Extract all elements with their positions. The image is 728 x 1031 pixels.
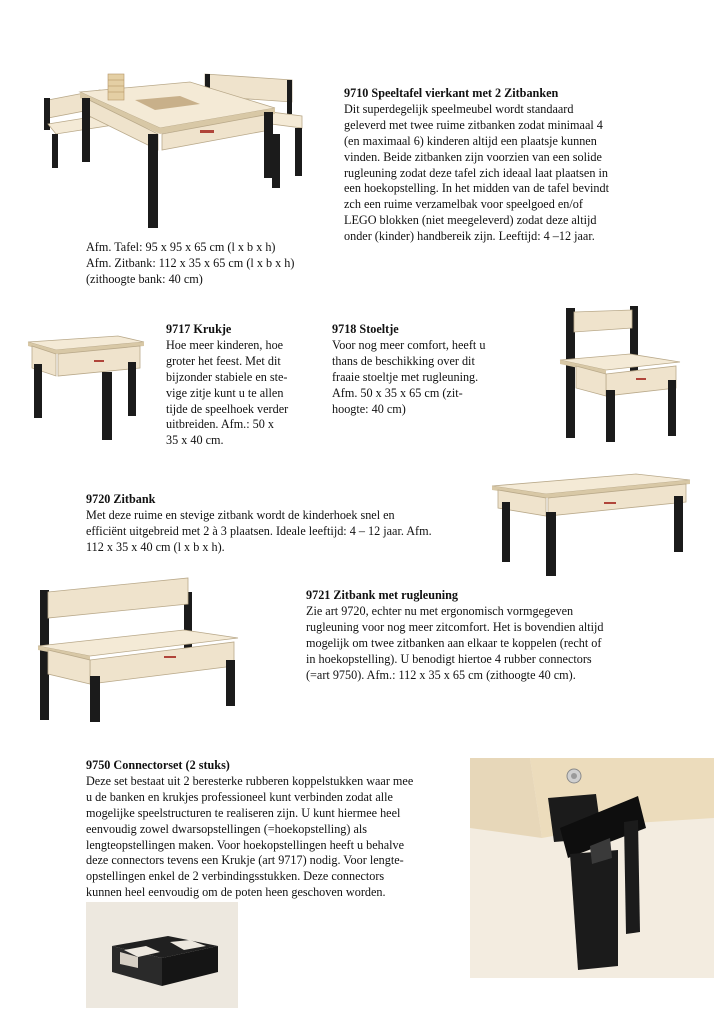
bench-with-backrest-image <box>34 576 244 726</box>
product-dimensions: Afm. Tafel: 95 x 95 x 65 cm (l x b x h) Afm. Zitbank: 112 x 35 x 65 cm (l x b x h) (zithoogte bank: 40 cm) <box>86 240 295 286</box>
product-description: Dit superdegelijk speelmeubel wordt standaard geleverd met twee ruime zitbanken zodat minimaal 4 (en maximaal 6) kinderen altijd een plaatsje kunnen vinden. Beide zitbanken zijn voorzien van een solide rugleuning zodat deze tafel zich ideaal laat plaatsen in een hoekopstelling. In het midden van de tafel bevindt zch een ruime verzamelbak voor speelgoed en/of LEGO blokken (niet meegeleverd) zodat deze altijd onder (kinder) handbereik zijn. Leeftijd: 4 –12 jaar. <box>344 101 610 244</box>
product-title: 9750 Connectorset (2 stuks) <box>86 758 230 772</box>
product-title: 9717 Krukje <box>166 322 232 336</box>
connector-closeup-image <box>470 758 714 978</box>
product-9718 <box>332 322 522 417</box>
bench-image <box>486 472 696 582</box>
product-title: 9710 Speeltafel vierkant met 2 Zitbanken <box>344 86 559 100</box>
product-9717 <box>166 322 316 449</box>
chair-image <box>556 300 686 450</box>
product-9721 <box>306 588 646 683</box>
product-9720 <box>86 492 486 556</box>
product-title: 9720 Zitbank <box>86 492 156 506</box>
product-description: Deze set bestaat uit 2 beresterke rubberen koppelstukken waar mee u de banken en krukjes professioneel kunt verbinden zodat alle mogelijke speelstructuren te realiseren zijn. U kunt hiermee heel eenvoudig zowel dwarsopstellingen (=hoekopstelling) als lengteopstellingen maken. Voor hoekopstellingen heeft u behalve deze connectors tevens een Krukje (art 9717) nodig. Voor lengte- opstellingen enkel de 2 verbindingsstukken. Deze connectors kunnen heel eenvoudig om de poten heen geschoven worden. <box>86 773 414 900</box>
product-description: Zie art 9720, echter nu met ergonomisch vormgegeven rugleuning voor nog meer zitcomfort. Het is bovendien altijd mogelijk om twee zitbanken aan elkaar te koppelen (recht of in hoekopstelling). U benodigt hiertoe 4 rubber connectors (=art 9750). Afm.: 112 x 35 x 65 cm (zithoogte 40 cm). <box>306 603 604 682</box>
product-description: Voor nog meer comfort, heeft u thans de beschikking over dit fraaie stoeltje met rugleuning. Afm. 50 x 35 x 65 cm (zit- hoogte: 40 cm) <box>332 337 486 416</box>
product-title: 9721 Zitbank met rugleuning <box>306 588 459 602</box>
product-title: 9718 Stoeltje <box>332 322 399 336</box>
product-description: Met deze ruime en stevige zitbank wordt de kinderhoek snel en efficiënt uitgebreid met 2 à 3 plaatsen. Ideale leeftijd: 4 – 12 jaar. Afm. 112 x 35 x 40 cm (l x b x h). <box>86 507 432 554</box>
product-description: Hoe meer kinderen, hoe groter het feest. Met dit bijzonder stabiele en ste- vige zitje kunt u te allen tijde de speelhoek verder uitbreiden. Afm.: 50 x 35 x 40 cm. <box>166 337 289 448</box>
stool-image <box>26 326 156 446</box>
rubber-connectors-image <box>86 902 238 1008</box>
product-9710 <box>344 86 634 245</box>
product-9750 <box>86 758 456 901</box>
table-with-benches-image <box>40 68 340 238</box>
